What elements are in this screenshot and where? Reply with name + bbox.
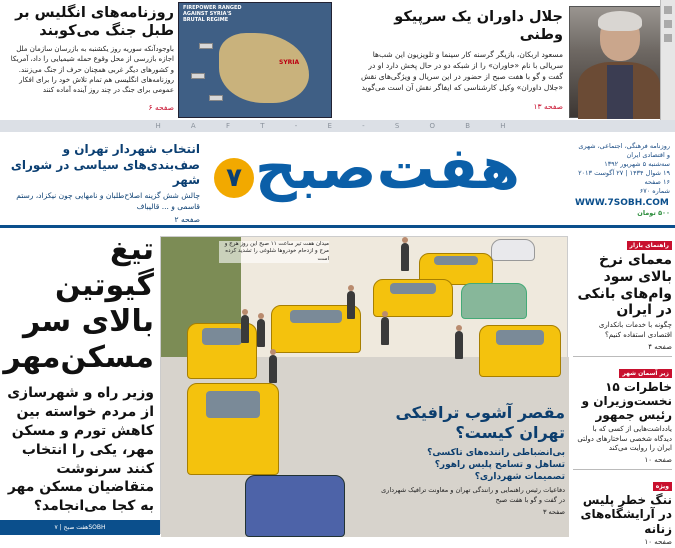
section-body: یادداشت‌هایی از کسی که با دیدگاه شخصی ساختارهای دولتی ایران را روایت می‌کند: [577, 424, 672, 453]
traffic-story: [375, 403, 565, 531]
top-right-headline: جلال داوران یک سرپیکو وطنی: [394, 9, 563, 44]
top-left-body: باوجودآنکه سوریه روز یکشنبه به بازرسان سازمان ملل اجازه بازرسی از محل وقوع حمله شیمیایی را داد، آمریکا و کشورهای دیگر غربی همچنان حرف از جنگ می‌زنند. روزنامه‌های انگلیسی هم تمام تلاش خود را برای افکار عمومی برای جنگ در چند روز آینده آماده کنند: [10, 45, 174, 94]
top-left-page-ref: صفحه ۶: [148, 102, 174, 112]
traffic-headline: مقصر آشوب ترافیکی تهران کیست؟: [395, 403, 565, 442]
map-caption: FIREPOWER RANGED AGAINST SYRIA'S BRUTAL REGIME: [183, 5, 242, 23]
top-right-story: [340, 0, 675, 120]
section-headline[interactable]: خاطرات ۱۵ نخست‌وزیران و رئیس جمهور: [581, 379, 672, 423]
center-photo-story: [160, 236, 568, 534]
section-headline[interactable]: معمای نرخ بالای سود وام‌های بانکی در ایران: [577, 252, 672, 319]
section-headline[interactable]: ننگ خطر پلیس در آرایشگاه‌های زنانه: [580, 492, 672, 536]
traffic-lede: دفاعیات رئیس راهنمایی و رانندگی تهران و معاونت ترافیک شهرداری در گفت و گو با هفت صبح: [381, 486, 565, 504]
green-car: [461, 283, 527, 319]
info-line: و اقتصادی ایران: [626, 151, 670, 160]
section-badge: زیر آسمان شهر: [619, 369, 672, 378]
site-url[interactable]: WWW.7SOBH.COM: [575, 197, 669, 208]
right-section: [573, 360, 672, 466]
info-line: سه‌شنبه ۵ شهریور ۱۳۹۲: [604, 160, 670, 169]
pedestrian: [241, 315, 249, 343]
section-badge: راهنمای بازار: [627, 241, 672, 250]
actor-photo: [569, 6, 667, 118]
newspaper-logo[interactable]: [200, 134, 575, 224]
logo-text: هفت‌صبح: [255, 134, 520, 202]
traffic-question: تساهل و تسامح پلیس راهور؟: [434, 460, 565, 471]
section-badge: ویژه: [653, 482, 672, 491]
taxi: [479, 325, 561, 377]
pedestrian: [455, 331, 463, 359]
pedestrian: [401, 243, 409, 271]
traffic-question: تصمیمات شهرداری؟: [474, 472, 565, 483]
top-left-headline: روزنامه‌های انگلیس بر طبل جنگ می‌کوبند: [15, 5, 174, 40]
pedestrian: [381, 317, 389, 345]
info-line: شماره ۶۷۰: [639, 187, 670, 196]
white-car: [491, 239, 535, 261]
lead-subhead: وزیر راه و شهرسازی از مردم خواسته بین کاهش تورم و مسکن مهر، یکی را انتخاب کنند سرنوشت متقاضیان مسکن مهر به کجا می‌انجامد؟: [7, 385, 154, 515]
masthead-left-story: [6, 142, 200, 226]
section-page-ref: صفحه ۴: [648, 342, 672, 351]
traffic-page-ref: صفحه ۳: [542, 507, 565, 516]
masthead: [0, 132, 675, 228]
info-line: روزنامه فرهنگی، اجتماعی، شهری: [578, 142, 670, 150]
right-column: [570, 232, 675, 547]
taxi: [187, 383, 279, 475]
lead-headline: تیغ گیوتین بالای سر مسکن‌مهر: [3, 232, 154, 375]
pedestrian: [257, 319, 265, 347]
top-left-story: [0, 0, 340, 120]
lead-story-left: [0, 232, 160, 535]
masthead-info: [575, 142, 670, 226]
pedestrian: [347, 291, 355, 319]
top-right-body: مسعود اربکان، بازیگر گرسنه کار سینما و تلویزیون این شب‌ها سریالی با نام «خاوران» را از شبکه دو در حال پخش دارد او در گفت و گو با هفت صبح از حضور در این سریال و ویژگی‌های نقش «جلال داوران» وکیل کارشناسی که ایفاگر نقش آن است می‌گوید: [360, 50, 563, 92]
info-line: ۱۶ صفحه: [644, 178, 670, 187]
masthead-left-headline: انتخاب شهردار تهران و صف‌بندی‌های سیاسی در شورای شهر: [10, 142, 200, 188]
price-label: ۵۰۰ تومان: [637, 209, 670, 218]
right-section: [573, 473, 672, 548]
traffic-question: بی‌انضباطی راننده‌های تاکسی؟: [427, 448, 565, 458]
photo-caption: میدان هفت تیر ساعت ۱۱ صبح این روز هرج و مرج و ازدحام خودروها شلوغی را تشدید کرده است: [219, 241, 329, 263]
map-label: SYRIA: [279, 59, 300, 66]
right-section: [573, 232, 672, 353]
section-body: چگونه با خدمات بانکداری اقتصادی استفاده کنیم؟: [598, 321, 672, 339]
blue-car: [245, 475, 345, 537]
masthead-left-page-ref: صفحه ۲: [174, 214, 200, 224]
top-right-page-ref: صفحه ۱۳: [533, 101, 563, 111]
section-page-ref: صفحه ۱۰: [644, 538, 672, 547]
masthead-left-body: چالش شش گزینه اصلاح‌طلبان و نامهایی چون نیکزاد، رستم قاسمی و ... قالیباف: [16, 190, 200, 211]
pedestrian: [269, 355, 277, 383]
syria-map-graphic: [178, 2, 332, 118]
page-scroll-tab[interactable]: [660, 0, 675, 130]
info-line: ۱۹ شوال ۱۴۳۴ | ۲۷ آگوست ۲۰۱۳: [578, 169, 670, 178]
logo-seven-badge: ۷: [214, 158, 254, 198]
section-page-ref: صفحه ۱۰: [644, 456, 672, 465]
footer-bar: هفت صبح | ۷SOBH: [0, 520, 160, 535]
motto-strip: H A F T - E - S O B H: [0, 120, 675, 132]
